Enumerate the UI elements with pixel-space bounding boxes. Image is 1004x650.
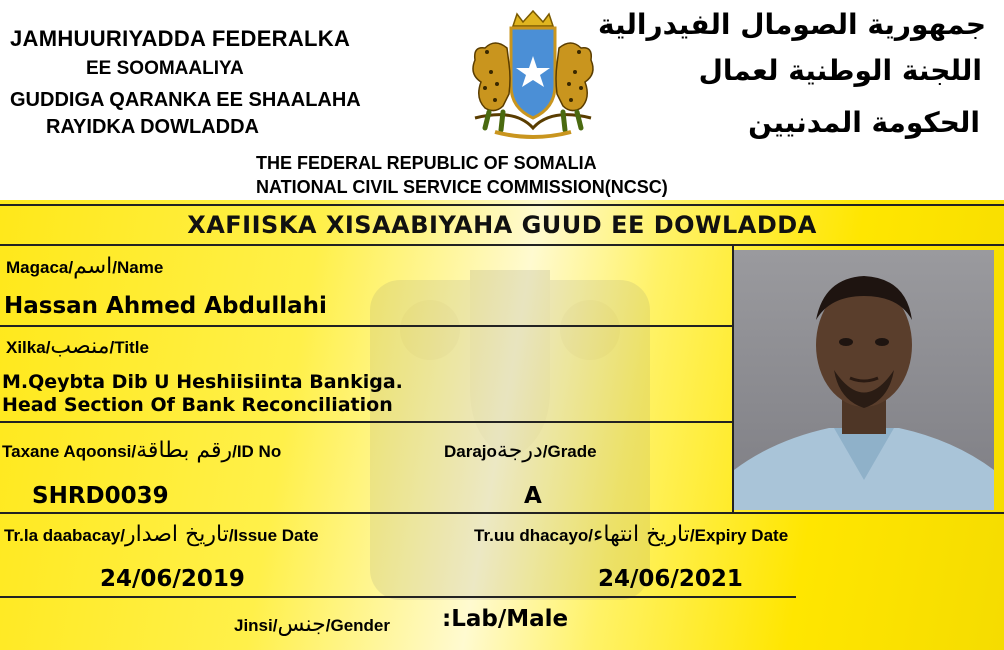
issue-date-value: 24/06/2019 <box>100 566 245 592</box>
id-value: SHRD0039 <box>32 483 169 509</box>
issue-date-label: Tr.la daabacay/تاريخ اصدار/Issue Date <box>4 522 319 547</box>
id-label: Taxane Aqoonsi/رقم بطاقة/ID No <box>2 438 282 463</box>
expiry-date-value: 24/06/2021 <box>598 566 743 592</box>
office-banner: XAFIISKA XISAABIYAHA GUUD EE DOWLADDA <box>0 204 1004 246</box>
header-english-line2: NATIONAL CIVIL SERVICE COMMISSION(NCSC) <box>256 177 668 197</box>
divider-dates <box>0 596 796 598</box>
name-value: Hassan Ahmed Abdullahi <box>4 293 327 319</box>
grade-value: A <box>524 483 542 509</box>
header-somali-line2: EE SOOMAALIYA <box>86 58 244 79</box>
name-label: Magaca/اسم/Name <box>6 254 164 279</box>
header-arabic-line1: جمهورية الصومال الفيدرالية <box>597 8 986 41</box>
somalia-coat-of-arms-icon <box>455 8 611 143</box>
divider-name <box>0 325 734 327</box>
watermark-emblem-icon <box>350 240 670 620</box>
header-somali-line3: GUDDIGA QARANKA EE SHAALAHA <box>10 89 361 111</box>
header-somali-line4: RAYIDKA DOWLADDA <box>46 116 259 138</box>
title-value-line1: M.Qeybta Dib U Heshiisiinta Bankiga. <box>2 371 403 393</box>
header-arabic-line2: اللجنة الوطنية لعمال <box>698 54 982 87</box>
header-english-line1: THE FEDERAL REPUBLIC OF SOMALIA <box>256 153 597 173</box>
header-somali-line1: JAMHUURIYADDA FEDERALKA <box>10 26 351 51</box>
gender-label: Jinsi/جنس/Gender <box>234 612 391 637</box>
divider-title <box>0 421 734 423</box>
photo <box>734 250 994 510</box>
grade-label: Darajoدرجة/Grade <box>444 438 597 463</box>
title-value-line2: Head Section Of Bank Reconciliation <box>2 394 393 416</box>
divider-id <box>0 512 1004 514</box>
expiry-date-label: Tr.uu dhacayo/تاريخ انتهاء/Expiry Date <box>474 522 789 547</box>
gender-value: :Lab/Male <box>442 606 569 632</box>
header-arabic-line3: الحكومة المدنيين <box>748 106 980 139</box>
title-label: Xilka/منصب/Title <box>6 334 149 359</box>
